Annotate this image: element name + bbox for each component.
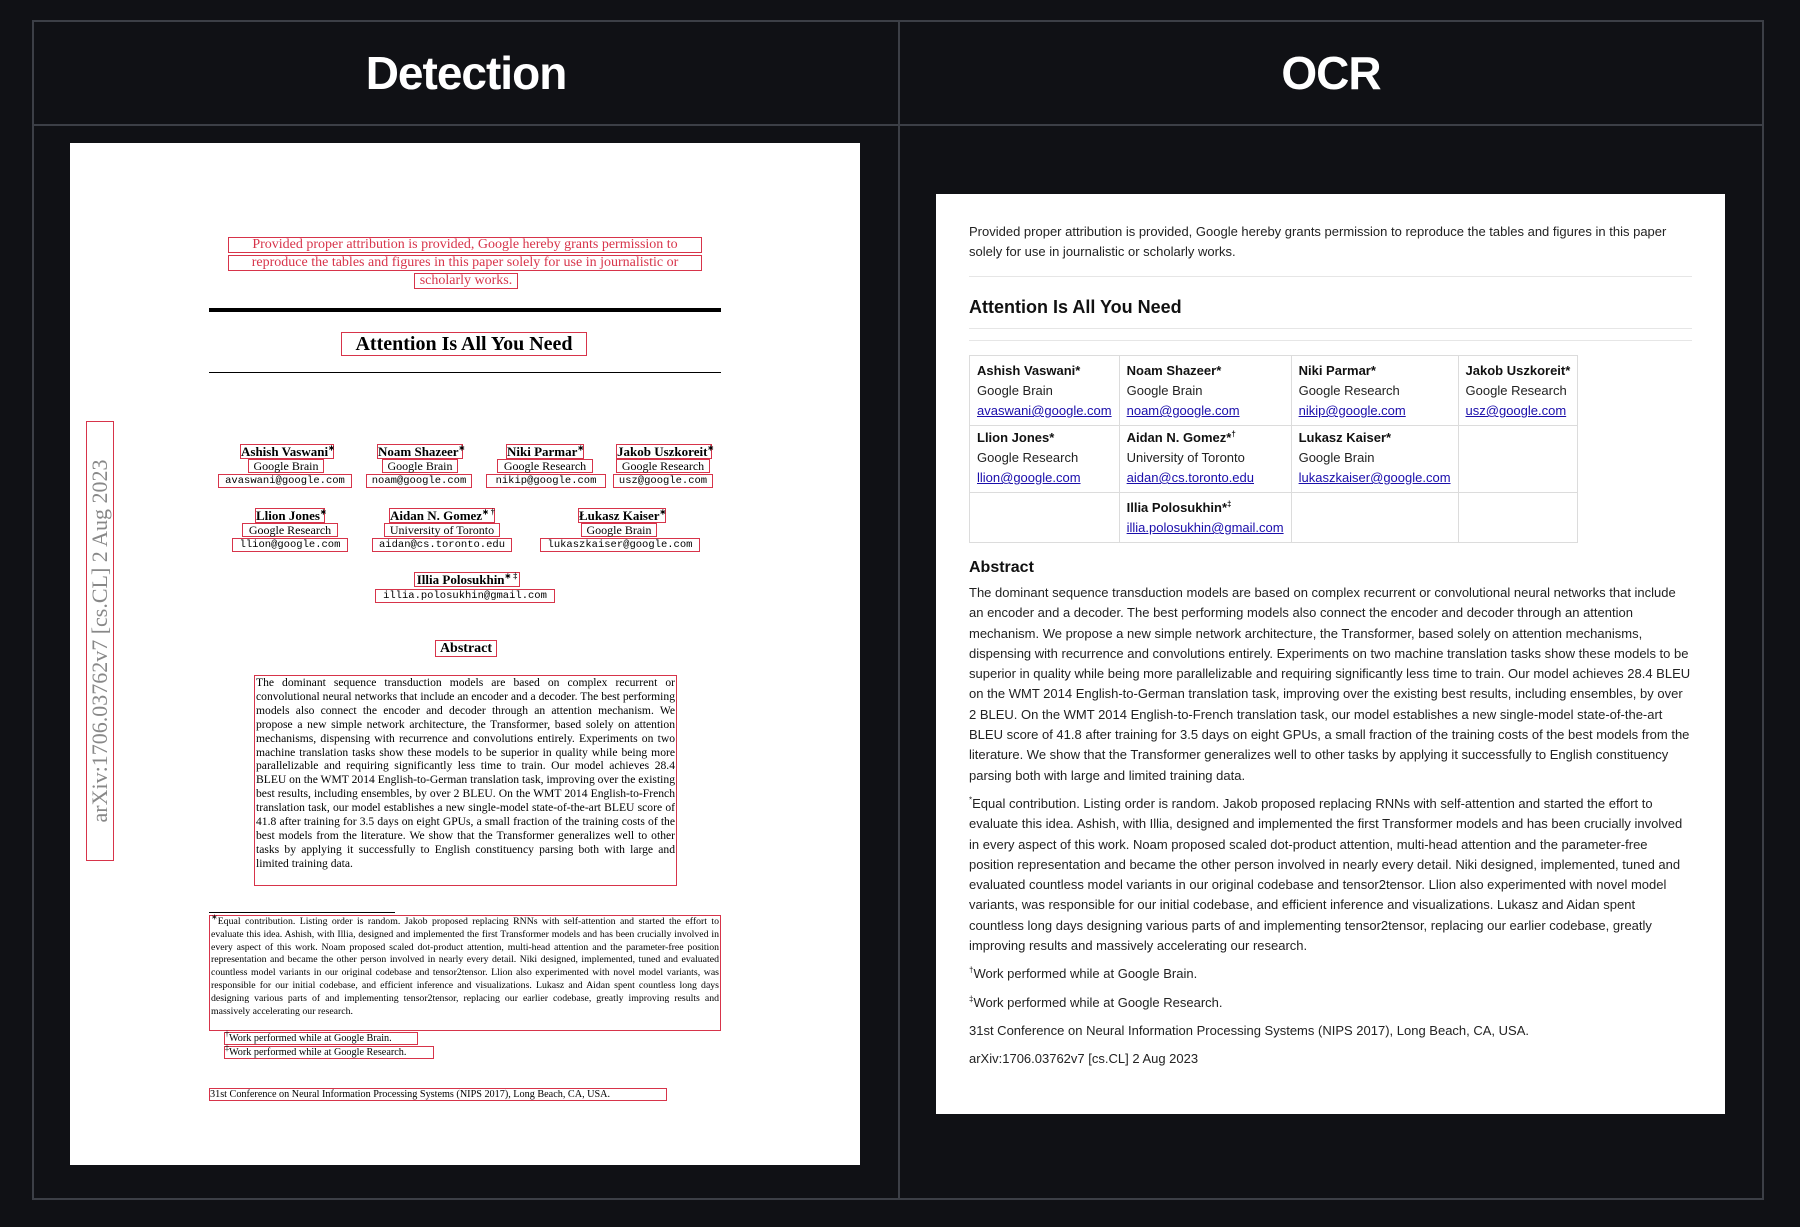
detection-box-abstract-text: The dominant sequence transduction models are based on complex recurrent or convolutional neural networks that include an encoder and a decoder. The best performing models also connect the encoder and decoder through an attention mechanism. We propose a new simple network architecture, the Transformer, based solely on attention mechanisms, dispensing with recurrence and convolutions entirely. Experiments on two machine translation tasks show these models to be superior in quality while being more parallelizable and requiring significantly less time to train. Our model achieves 28.4 BLEU on the WMT 2014 English-to-German translation task, improving over the existing best results, including ensembles, by over 2 BLEU. On the WMT 2014 English-to-French translation task, our model establishes a new single-model state-of-the-art BLEU score of 41.8 after training for 3.5 days on eight GPUs, a small fraction of the training costs of the best models from the literature. We show that the Transformer generalizes well to other tasks by applying it successfully to English constituency parsing both with large and limited training data.	[254, 675, 677, 886]
detection-box-author-affiliation: University of Toronto	[384, 523, 500, 537]
email-link[interactable]: illia.polosukhin@gmail.com	[1126, 520, 1284, 535]
ocr-divider	[969, 328, 1692, 329]
detection-box-abstract-heading: Abstract	[435, 640, 497, 657]
email-link[interactable]: lukaszkaiser@google.com	[1298, 470, 1451, 485]
ocr-author-cell: Niki Parmar* Google Research nikip@google.com	[1291, 356, 1458, 426]
ocr-author-cell: Jakob Uszkoreit* Google Research usz@google.com	[1458, 356, 1578, 426]
ocr-author-cell: Lukasz Kaiser* Google Brain lukaszkaiser@google.com	[1291, 426, 1458, 493]
ocr-authors-table	[969, 355, 1578, 543]
detection-box-author-name: Noam Shazeer∗	[378, 443, 466, 459]
ocr-author-cell-empty	[1291, 493, 1458, 543]
title-rule-top	[209, 308, 721, 312]
ocr-author-cell: Llion Jones* Google Research llion@google.com	[970, 426, 1120, 493]
title-rule-bottom	[209, 372, 721, 373]
detection-box-author-name: Llion Jones∗	[256, 507, 327, 523]
detection-box-author-name: Niki Parmar∗	[507, 443, 585, 459]
ocr-panel-title: OCR	[1281, 47, 1381, 99]
ocr-footnote-equal: *Equal contribution. Listing order is random. Jakob proposed replacing RNNs with self-attention and started the effort to evaluate this idea. Ashish, with Illia, designed and implemented the first Transformer models and has been crucially involved in every aspect of this work. Noam proposed scaled dot-product attention, multi-head attention and the parameter-free position representation and became the other person involved in nearly every detail. Niki designed, implemented, tuned and evaluated countless model variants in our original codebase and tensor2tensor. Llion also experimented with novel model variants, was responsible for our initial codebase, and efficient inference and visualizations. Lukasz and Aidan spent countless long days designing various parts of and implementing tensor2tensor, replacing our earlier codebase, greatly improving results and massively accelerating our research.	[969, 795, 1683, 954]
ocr-abstract-text: The dominant sequence transduction models are based on complex recurrent or convolutional neural networks that include an encoder and a decoder. The best performing models also connect the encoder and decoder through an attention mechanism. We propose a new simple network architecture, the Transformer, based solely on attention mechanisms, dispensing with recurrence and convolutions entirely. Experiments on two machine translation tasks show these models to be superior in quality while being more parallelizable and requiring significantly less time to train. Our model achieves 28.4 BLEU on the WMT 2014 English-to-German translation task, improving over the existing best results, including ensembles, by over 2 BLEU. On the WMT 2014 English-to-French translation task, our model establishes a new single-model state-of-the-art BLEU score of 41.8 after training for 3.5 days on eight GPUs, a small fraction of the training costs of the best models from the literature. We show that the Transformer generalizes well to other tasks by applying it successfully to English constituency parsing both with large and limited training data.	[969, 585, 1691, 783]
detection-box-footnote-research: ‡Work performed while at Google Research.	[224, 1046, 434, 1059]
detection-box-permission-line-1: Provided proper attribution is provided, Google hereby grants permission to	[228, 237, 702, 253]
detection-panel-title: Detection	[365, 47, 567, 99]
detection-box-author-email: lukaszkaiser@google.com	[540, 538, 700, 552]
detection-box-author-affiliation: Google Brain	[382, 459, 458, 473]
detection-box-author-affiliation: Google Research	[497, 459, 593, 473]
detection-box-title: Attention Is All You Need	[341, 332, 587, 356]
ocr-permission-text: Provided proper attribution is provided, Google hereby grants permission to reproduce the tables and figures in this paper solely for use in journalistic or scholarly works.	[969, 224, 1667, 259]
detection-box-footnote-equal: ∗Equal contribution. Listing order is random. Jakob proposed replacing RNNs with self-attention and started the effort to evaluate this idea. Ashish, with Illia, designed and implemented the first Transformer models and has been crucially involved in every aspect of this work. Noam proposed scaled dot-product attention, multi-head attention and the parameter-free position representation and became the other person involved in nearly every detail. Niki designed, implemented, tuned and evaluated countless model variants in our original codebase and tensor2tensor. Llion also experimented with novel model variants, was responsible for our initial codebase, and efficient inference and visualizations. Lukasz and Aidan spent countless long days designing various parts of and implementing tensor2tensor, replacing our earlier codebase, greatly improving results and massively accelerating our research.	[209, 915, 721, 1031]
email-link[interactable]: avaswani@google.com	[977, 403, 1112, 418]
ocr-divider	[969, 340, 1692, 341]
email-link[interactable]: usz@google.com	[1465, 403, 1567, 418]
ocr-abstract-heading: Abstract	[969, 559, 1034, 576]
detection-box-author-name: Ashish Vaswani∗	[241, 443, 335, 459]
detection-box-author-name: Jakob Uszkoreit∗	[617, 443, 715, 459]
email-link[interactable]: nikip@google.com	[1298, 403, 1406, 418]
email-link[interactable]: llion@google.com	[977, 470, 1081, 485]
footnote-separator	[209, 912, 395, 913]
panel-divider	[898, 22, 900, 1198]
ocr-conference: 31st Conference on Neural Information Processing Systems (NIPS 2017), Long Beach, CA, USA.	[969, 1022, 1529, 1038]
ocr-page	[936, 194, 1725, 1114]
detection-box-author-affiliation: Google Brain	[581, 523, 657, 537]
ocr-arxiv-id: arXiv:1706.03762v7 [cs.CL] 2 Aug 2023	[969, 1051, 1199, 1067]
ocr-author-cell-empty	[1458, 493, 1578, 543]
detection-box-author-email: illia.polosukhin@gmail.com	[375, 589, 555, 603]
detection-box-author-affiliation: Google Research	[242, 523, 338, 537]
detection-box-author-name: Aidan N. Gomez∗ †	[390, 507, 495, 523]
email-link[interactable]: noam@google.com	[1126, 403, 1240, 418]
detection-box-arxiv-id	[86, 421, 114, 861]
detection-box-author-affiliation: Google Brain	[248, 459, 324, 473]
ocr-author-cell: Noam Shazeer* Google Brain noam@google.com	[1119, 356, 1291, 426]
email-link[interactable]: aidan@cs.toronto.edu	[1126, 470, 1255, 485]
ocr-author-cell: Illia Polosukhin*‡ illia.polosukhin@gmail.com	[1119, 493, 1291, 543]
detection-box-author-email: usz@google.com	[613, 474, 713, 488]
detection-box-author-name: Łukasz Kaiser∗	[579, 507, 667, 523]
detection-box-permission-line-3: scholarly works.	[414, 273, 518, 289]
detection-box-author-email: llion@google.com	[232, 538, 348, 552]
ocr-author-cell-empty	[1458, 426, 1578, 493]
ocr-author-cell: Aidan N. Gomez*† University of Toronto aidan@cs.toronto.edu	[1119, 426, 1291, 493]
detection-page	[70, 143, 860, 1165]
detection-box-author-affiliation: Google Research	[616, 459, 710, 473]
detection-box-conference: 31st Conference on Neural Information Processing Systems (NIPS 2017), Long Beach, CA, USA.	[209, 1088, 667, 1101]
detection-box-author-email: avaswani@google.com	[218, 474, 352, 488]
ocr-author-cell: Ashish Vaswani* Google Brain avaswani@google.com	[970, 356, 1120, 426]
ocr-author-cell-empty	[970, 493, 1120, 543]
ocr-title: Attention Is All You Need	[969, 297, 1182, 317]
arxiv-id-text: arXiv:1706.03762v7 [cs.CL] 2 Aug 2023	[87, 459, 112, 823]
ocr-divider	[969, 276, 1692, 277]
detection-box-author-email: aidan@cs.toronto.edu	[372, 538, 512, 552]
detection-box-permission-line-2: reproduce the tables and figures in this paper solely for use in journalistic or	[228, 255, 702, 271]
detection-box-author-email: nikip@google.com	[486, 474, 606, 488]
detection-box-author-email: noam@google.com	[366, 474, 472, 488]
ocr-footnote-brain: †Work performed while at Google Brain.	[969, 966, 1198, 982]
detection-box-footnote-brain: †Work performed while at Google Brain.	[224, 1032, 418, 1045]
ocr-footnote-research: ‡Work performed while at Google Research.	[969, 994, 1223, 1010]
detection-box-author-name: Illia Polosukhin∗ ‡	[414, 572, 520, 587]
